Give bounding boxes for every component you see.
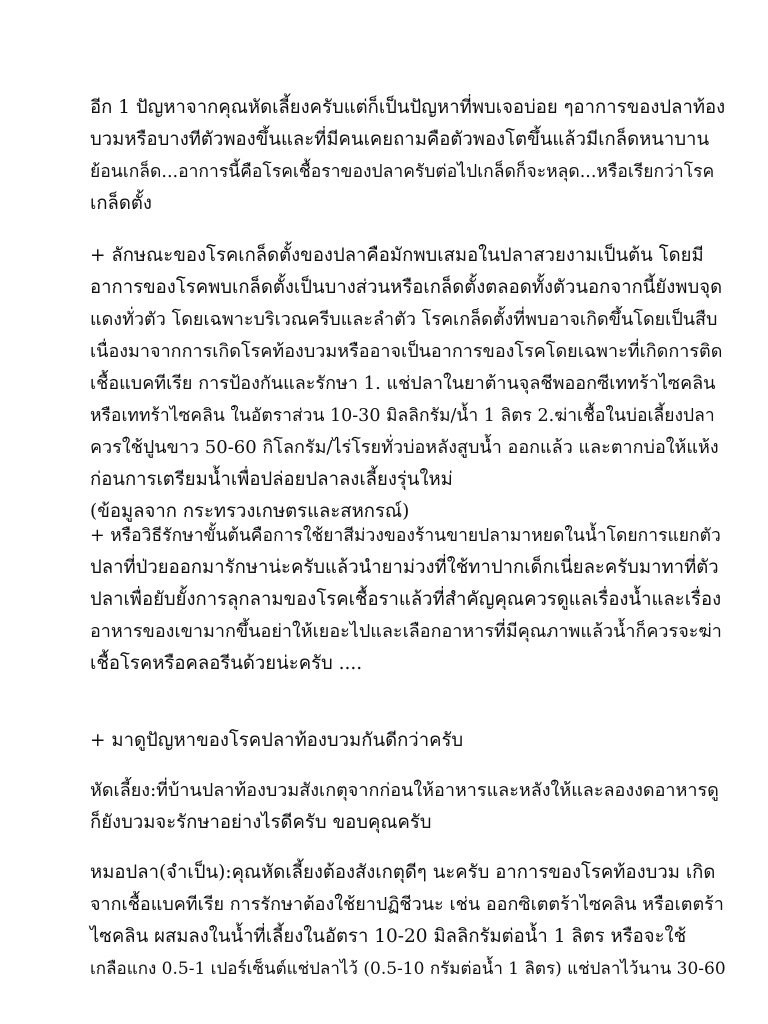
text-line: บวมหรือบางทีตัวพองขึ้นและที่มีคนเคยถามคือตัวพองโตขึ้นแล้วมีเกล็ดหนาบาน <box>90 129 710 150</box>
text-line: + หรือวิธีรักษาขั้นต้นคือการใช้ยาสีม่วงของร้านขายปลามาหยดในน้ำโดยการแยกตัว <box>90 526 721 546</box>
text-line: + มาดูปัญหาของโรคปลาท้องบวมกันดีกว่าครับ <box>90 730 464 751</box>
text-line: เกลือแกง 0.5-1 เปอร์เซ็นต์แช่ปลาไว้ (0.5-10 กรัมต่อน้ำ 1 ลิตร) แช่ปลาไว้นาน 30-60 <box>90 959 726 979</box>
text-line: + ลักษณะของโรคเกล็ดตั้งของปลาคือมักพบเสมอในปลาสวยงามเป็นต้น โดยมี <box>90 245 704 266</box>
text-line: อาการของโรคพบเกล็ดตั้งเป็นบางส่วนหรือเกล็ดตั้งตลอดทั้งตัวนอกจากนี้ยังพบจุด <box>90 277 723 298</box>
source-citation: (ข้อมูลจาก กระทรวงเกษตรและสหกรณ์) <box>90 501 410 522</box>
text-line: ย้อนเกล็ด...อาการนี้คือโรคเชื้อราของปลาครับต่อไปเกล็ดก็จะหลุด...หรือเรียกว่าโรค <box>90 162 715 182</box>
text-line: เกล็ดตั้ง <box>90 193 152 214</box>
paragraph-question <box>90 775 719 839</box>
text-line: หมอปลา(จำเป็น):คุณหัดเลี้ยงต้องสังเกตุดีๆ นะครับ อาการของโรคท้องบวม เกิด <box>90 862 716 883</box>
text-line: เชื้อแบคทีเรีย การป้องกันและรักษา 1. แช่ปลาในยาต้านจุลชีพออกซีเททร้าไซคลิน <box>90 373 716 394</box>
paragraph-dropsy-heading <box>90 725 690 757</box>
paragraph-answer <box>90 857 726 985</box>
paragraph-intro <box>90 92 726 220</box>
text-line: แดงทั่วตัว โดยเฉพาะบริเวณครีบและลำตัว โรคเกล็ดตั้งที่พบอาจเกิดขึ้นโดยเป็นสืบ <box>90 309 718 330</box>
text-line: ก็ยังบวมจะรักษาอย่างไรดีครับ ขอบคุณครับ <box>90 812 432 833</box>
text-line: ปลาที่ป่วยออกมารักษาน่ะครับแล้วนำยาม่วงที่ใช้ทาปากเด็กเนี่ยละครับมาทาที่ตัว <box>90 557 719 578</box>
text-line: ก่อนการเตรียมน้ำเพื่อปล่อยปลาลงเลี้ยงรุ่นใหม่ <box>90 469 453 490</box>
text-line: ควรใช้ปูนขาว 50-60 กิโลกรัม/ไร่โรยทั่วบ่อหลังสูบน้ำ ออกแล้ว และตากบ่อให้แห้ง <box>90 437 719 458</box>
text-line: เชื้อโรคหรือคลอรีนด้วยน่ะครับ .... <box>90 653 363 674</box>
text-line: อาหารของเขามากขึ้นอย่าให้เยอะไปและเลือกอาหารที่มีคุณภาพแล้วน้ำก็ควรจะฆ่า <box>90 621 722 642</box>
paragraph-scale-disease <box>90 240 723 528</box>
text-line: ไซคลิน ผสมลงในน้ำที่เลี้ยงในอัตรา 10-20 มิลลิกรัมต่อน้ำ 1 ลิตร หรือจะใช้ <box>90 926 687 947</box>
text-line: จากเชื้อแบคทีเรีย การรักษาต้องใช้ยาปฏิชีวนะ เช่น ออกซิเตตร้าไซคลิน หรือเตตร้า <box>90 894 724 915</box>
text-line: หัดเลี้ยง:ที่บ้านปลาท้องบวมสังเกตุจากก่อนให้อาหารและหลังให้และลองงดอาหารดู <box>90 780 719 801</box>
text-line: หรือเททร้าไซคลิน ในอัตราส่วน 10-30 มิลลิกรัม/น้ำ 1 ลิตร 2.ฆ่าเชื้อในบ่อเลี้ยงปลา <box>90 406 715 426</box>
paragraph-treatment <box>90 520 722 680</box>
text-line: ปลาเพื่อยับยั้งการลุกลามของโรคเชื้อราแล้วที่สำคัญคุณควรดูแลเรื่องน้ำและเรื่อง <box>90 589 722 610</box>
text-line: อีก 1 ปัญหาจากคุณหัดเลี้ยงครับแต่ก็เป็นปัญหาที่พบเจอบ่อย ๆอาการของปลาท้อง <box>90 97 726 118</box>
text-line: เนื่องมาจากการเกิดโรคท้องบวมหรืออาจเป็นอาการของโรคโดยเฉพาะที่เกิดการติด <box>90 341 723 362</box>
